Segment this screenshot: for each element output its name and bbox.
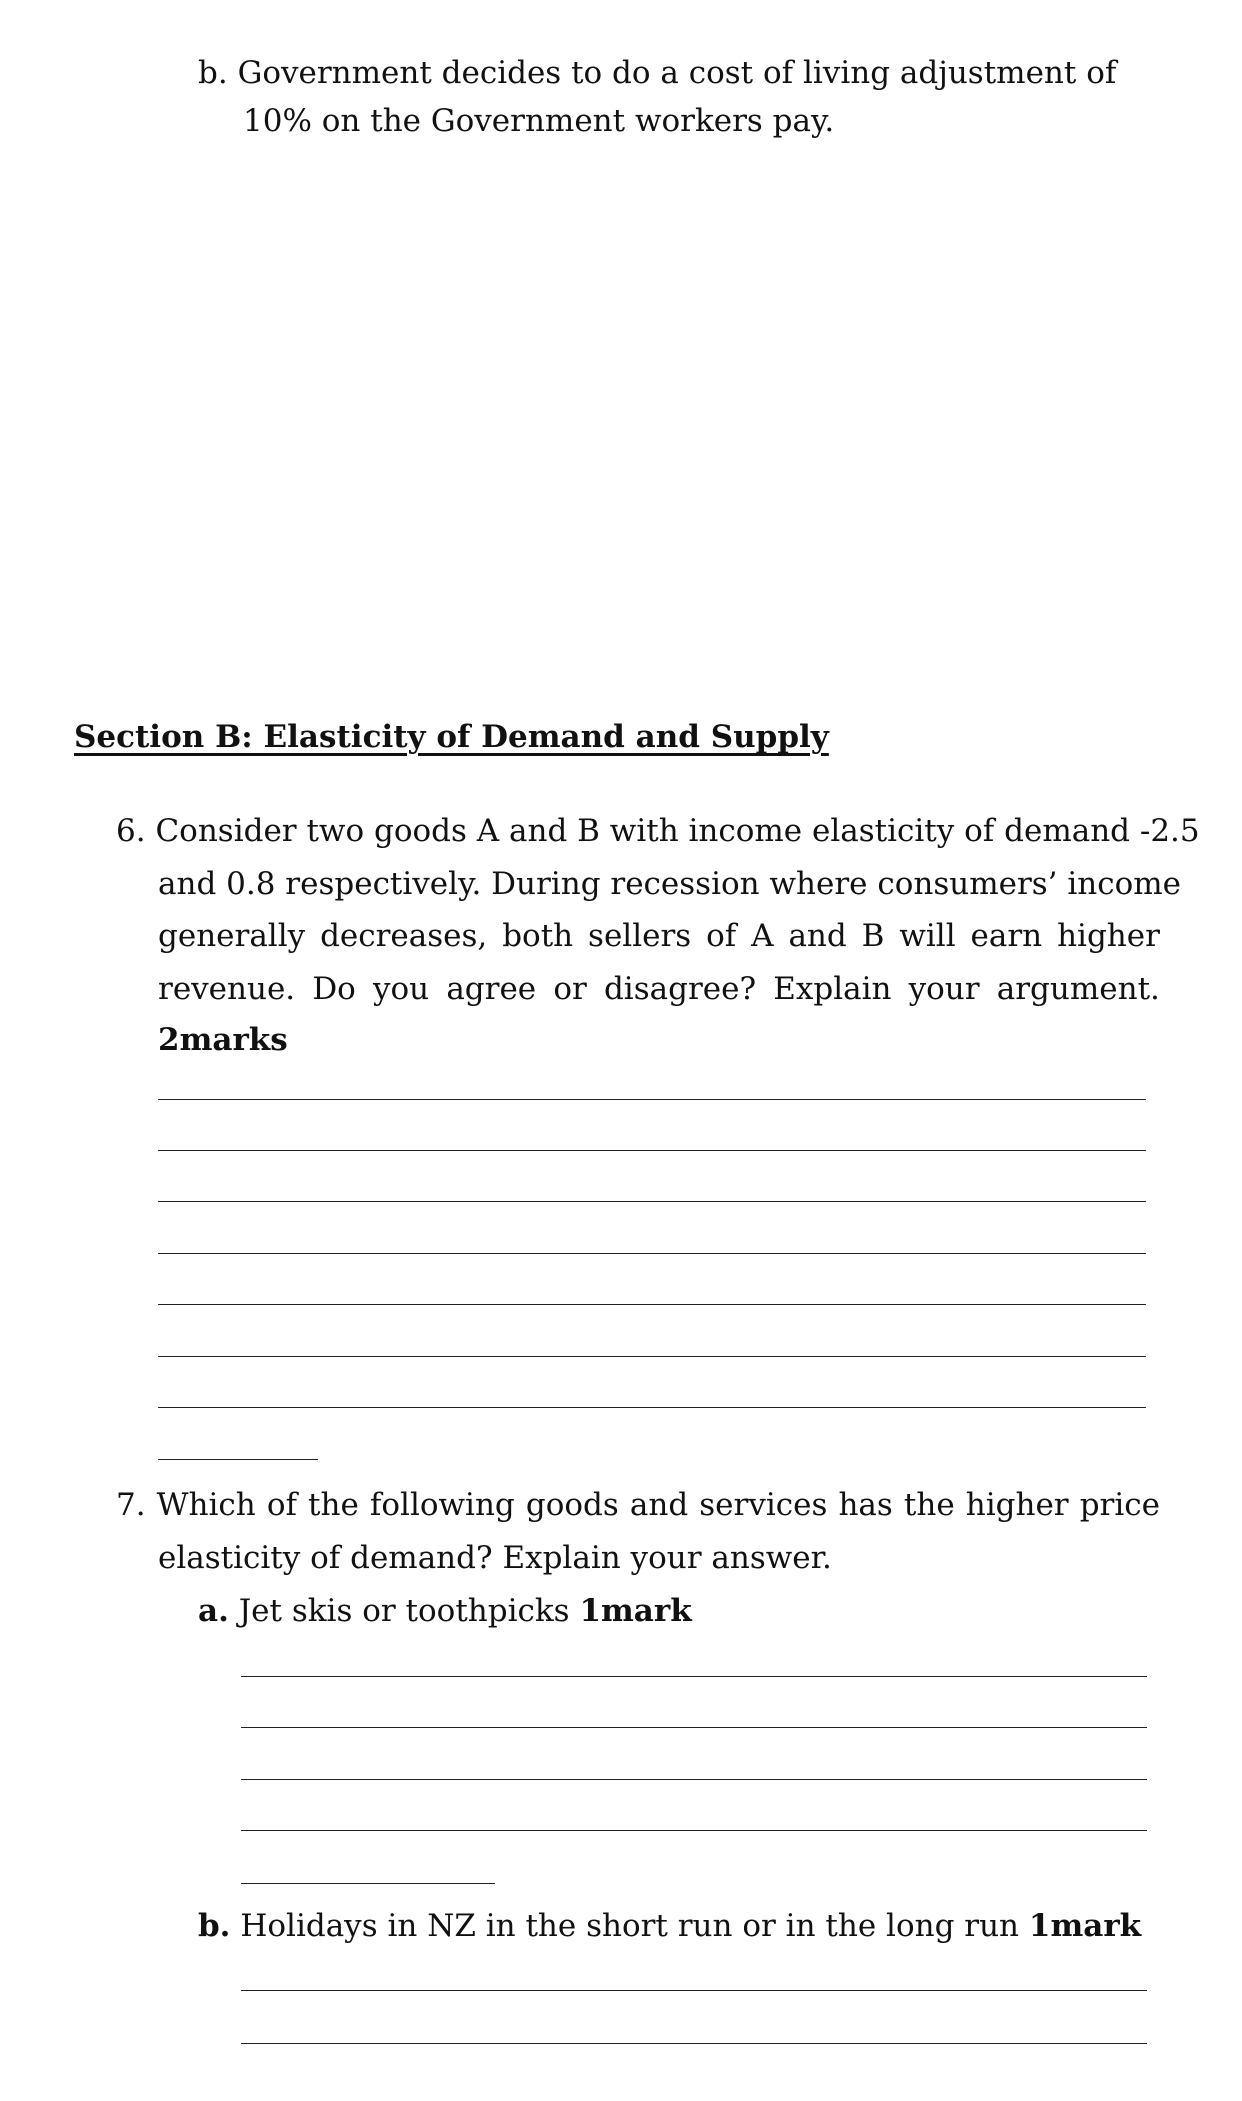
word: A [751, 918, 774, 954]
word: goods [525, 1487, 619, 1523]
q7a-text: Jet skis or toothpicks [238, 1593, 570, 1629]
word: the [308, 1487, 359, 1523]
q7b-text: Holidays in NZ in the short run or in the long run [240, 1908, 1020, 1944]
q6-answer-line[interactable] [158, 1304, 1146, 1305]
word: B [861, 918, 885, 954]
q7a-answer-line[interactable] [241, 1779, 1147, 1780]
q7a-answer-line[interactable] [241, 1830, 1147, 1831]
word: higher [1057, 918, 1160, 954]
q6-answer-line-short[interactable] [158, 1459, 318, 1460]
q6-answer-line[interactable] [158, 1201, 1146, 1202]
word: or [553, 971, 587, 1007]
word: and [788, 918, 847, 954]
word: has [838, 1487, 893, 1523]
q6-text-line2: and 0.8 respectively. During recession where consumers’ income [158, 866, 1182, 902]
q6-text-line1: Consider two goods A and B with income elasticity of demand -2.5 [155, 813, 1200, 849]
q7a-marks: 1mark [579, 1593, 692, 1629]
q5b-label: b. [198, 55, 228, 91]
word: will [899, 918, 956, 954]
word: both [502, 918, 574, 954]
q7a-answer-line[interactable] [241, 1727, 1147, 1728]
word: Explain [773, 971, 892, 1007]
q5b-text-line1: Government decides to do a cost of living adjustment of [237, 55, 1117, 91]
q6-text-line3 [158, 916, 1160, 956]
q7-line1 [116, 1485, 1160, 1525]
section-title: Section B: Elasticity of Demand and Supply [74, 719, 829, 755]
q6-marks: 2marks [158, 1022, 288, 1058]
q6-answer-line[interactable] [158, 1356, 1146, 1357]
q6-answer-line[interactable] [158, 1099, 1146, 1100]
q7b [198, 1906, 1141, 1946]
q7b-marks: 1mark [1028, 1908, 1142, 1944]
word: of [266, 1487, 297, 1523]
word: services [699, 1487, 828, 1523]
q7b-answer-line[interactable] [241, 2043, 1147, 2044]
q7a-answer-line-short[interactable] [241, 1883, 495, 1884]
word: Do [312, 971, 356, 1007]
word: agree [446, 971, 537, 1007]
q6-answer-line[interactable] [158, 1407, 1146, 1408]
word: your [908, 971, 980, 1007]
word: price [1079, 1487, 1160, 1523]
q6-number: 6. [116, 813, 146, 849]
q5b-line1 [198, 53, 1116, 93]
q6-line1 [116, 811, 1200, 851]
word: generally [158, 918, 306, 954]
q7a-label: a. [198, 1593, 229, 1629]
word: revenue. [158, 971, 296, 1007]
word: sellers [588, 918, 692, 954]
word: higher [965, 1487, 1069, 1523]
q6-answer-line[interactable] [158, 1253, 1146, 1254]
word: of [706, 918, 737, 954]
word: the [903, 1487, 955, 1523]
word: you [373, 971, 430, 1007]
word: following [369, 1487, 515, 1523]
word: Which [156, 1487, 256, 1523]
word: 7. [116, 1487, 146, 1523]
word: and [629, 1487, 689, 1523]
q7a-answer-line[interactable] [241, 1676, 1147, 1677]
q5b-text-line2: 10% on the Government workers pay. [243, 103, 835, 139]
word: earn [970, 918, 1043, 954]
q6-answer-line[interactable] [158, 1150, 1146, 1151]
q7b-answer-line[interactable] [241, 1990, 1147, 1991]
q6-text-line4 [158, 969, 1160, 1009]
word: decreases, [320, 918, 488, 954]
q7b-label: b. [198, 1908, 231, 1944]
word: disagree? [603, 971, 757, 1007]
word: argument. [996, 971, 1160, 1007]
q7-text-line2: elasticity of demand? Explain your answer. [158, 1540, 832, 1576]
q7a [198, 1591, 692, 1631]
